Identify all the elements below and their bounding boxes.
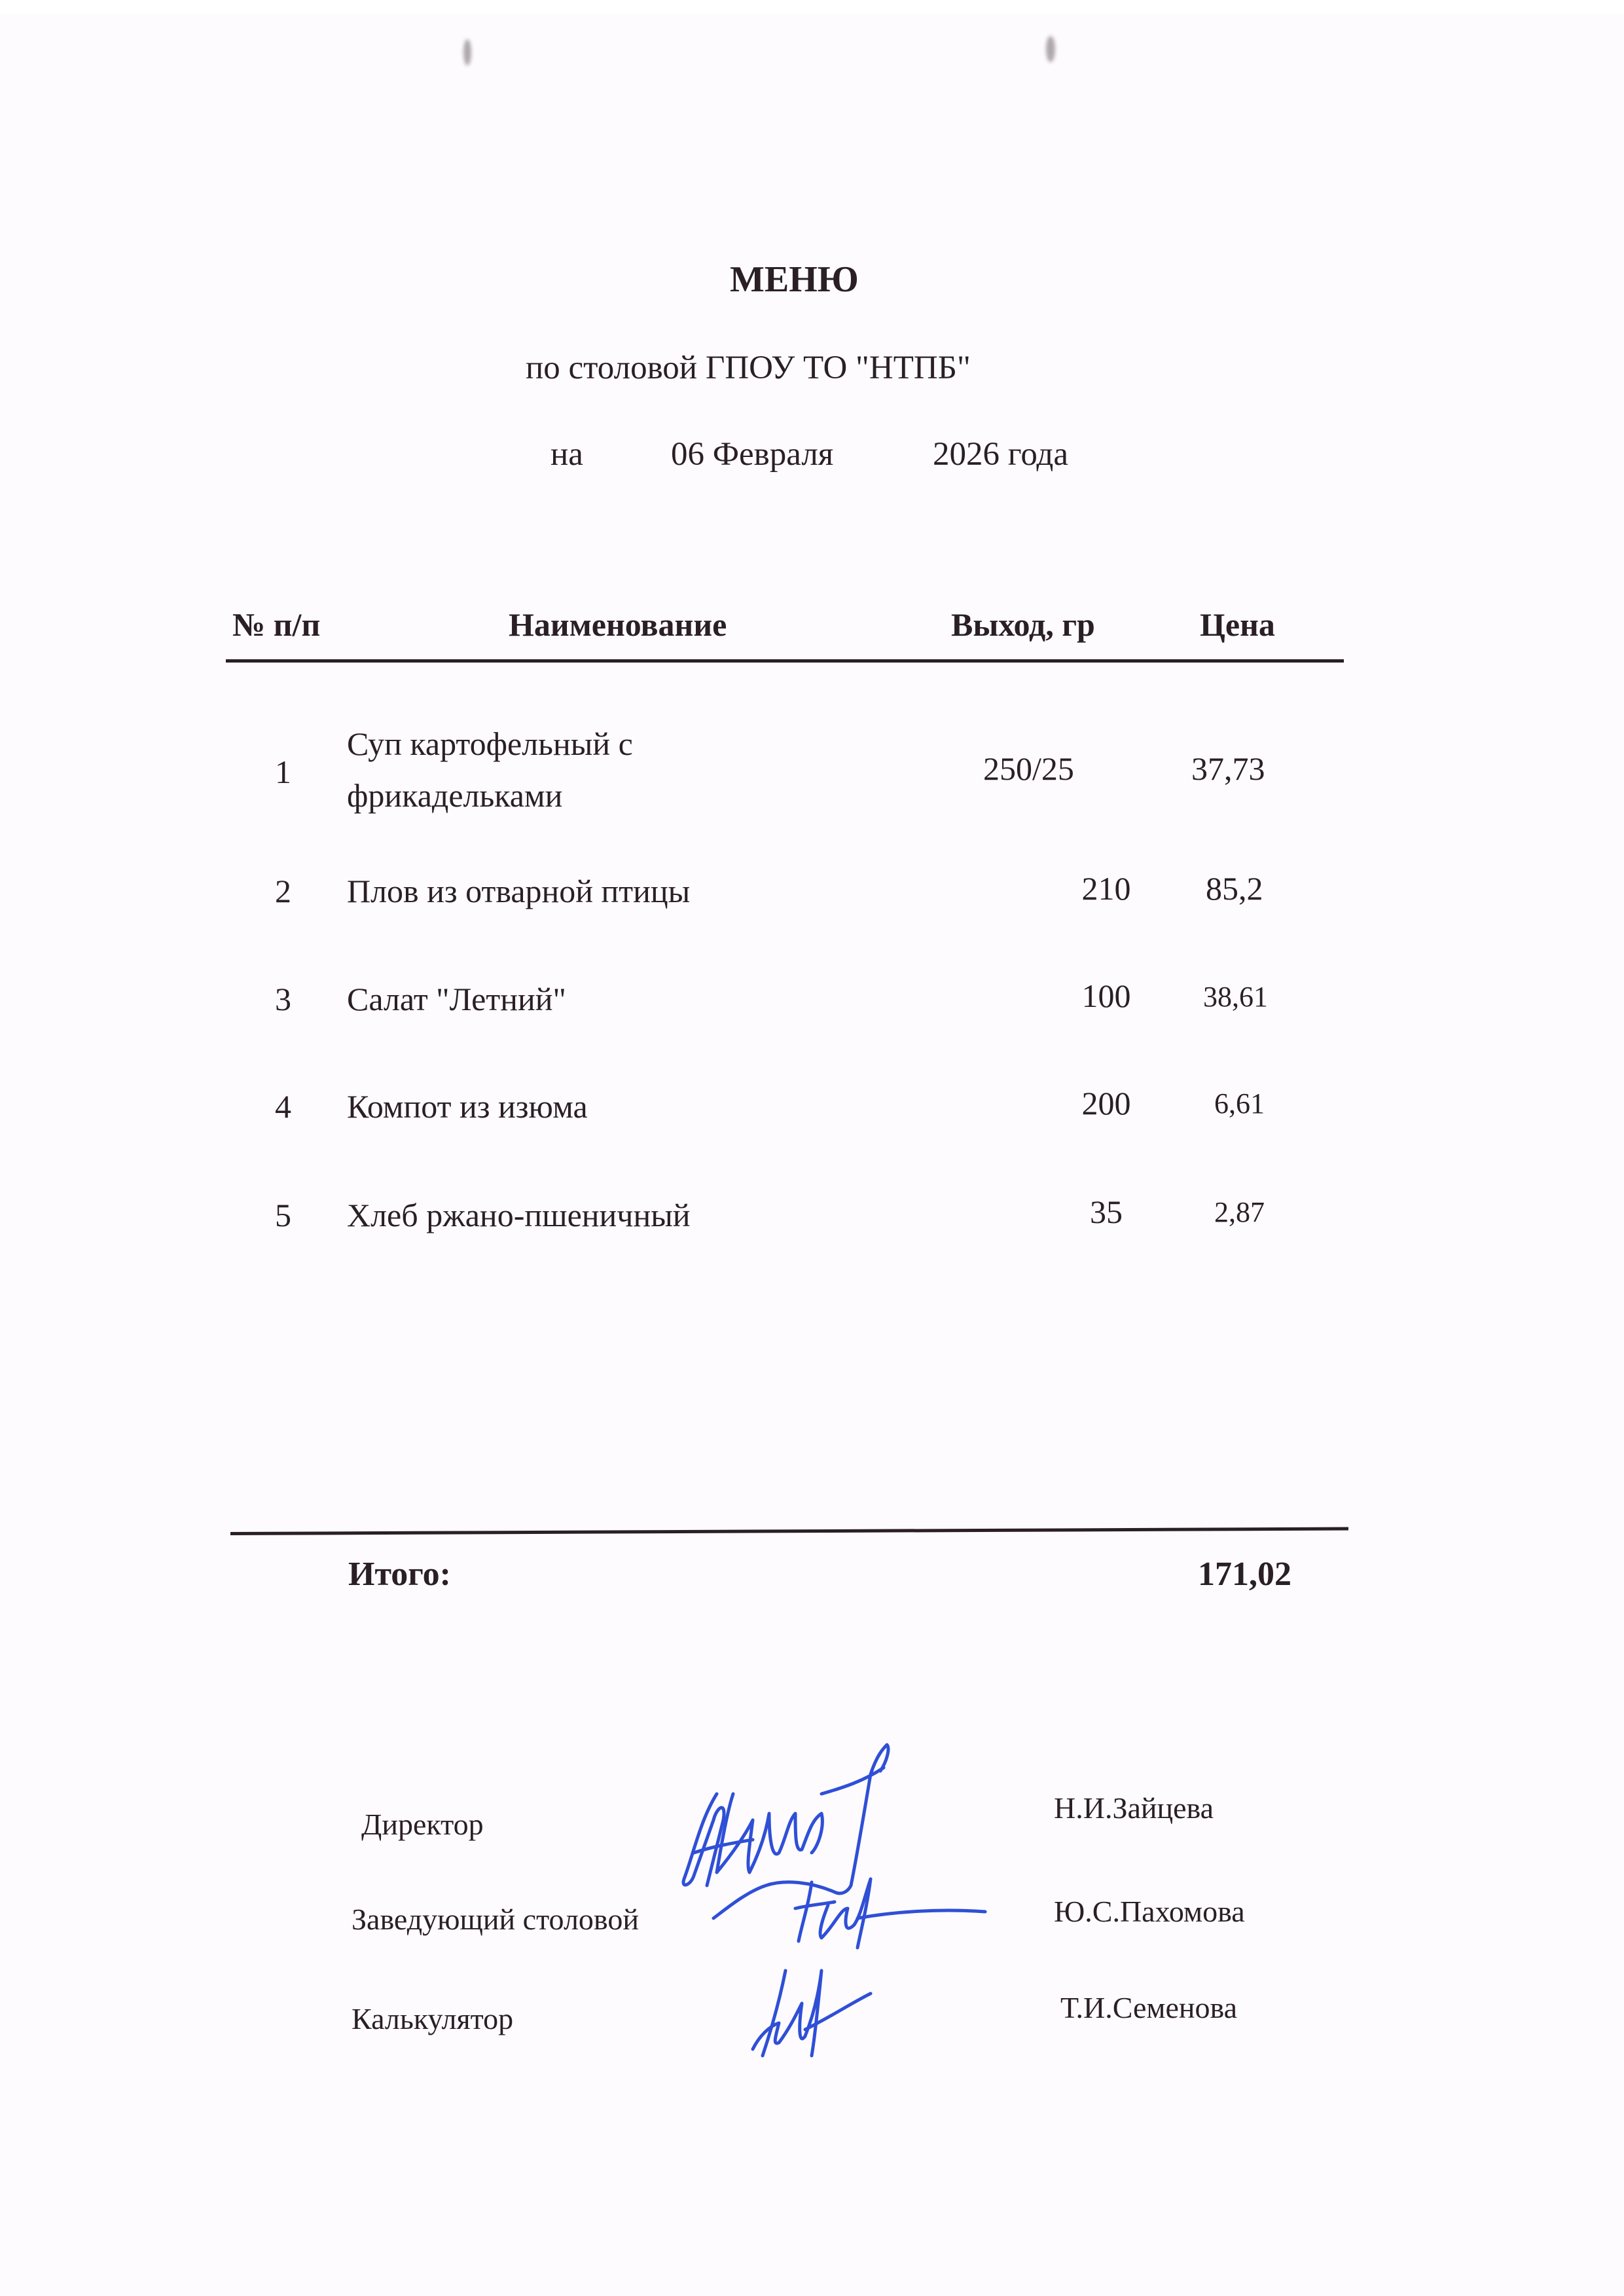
row-price: 38,61 (1203, 981, 1268, 1013)
document-subtitle: по столовой ГПОУ ТО "НТПБ" (526, 350, 971, 386)
total-label: Итого: (348, 1556, 451, 1593)
column-header-number: № п/п (232, 606, 321, 643)
total-value: 171,02 (1198, 1556, 1291, 1593)
scan-smudge (1046, 36, 1055, 62)
signatory-name: Ю.С.Пахомова (1054, 1895, 1245, 1928)
signatory-role: Калькулятор (352, 2002, 514, 2035)
row-yield: 250/25 (983, 750, 1074, 787)
row-number: 5 (275, 1197, 291, 1233)
row-price: 2,87 (1214, 1196, 1265, 1228)
row-yield: 200 (1081, 1085, 1131, 1121)
signatory-role: Директор (361, 1808, 484, 1841)
signatory-name: Н.И.Зайцева (1054, 1791, 1214, 1825)
total-divider (230, 1527, 1348, 1535)
scan-edge (0, 0, 1624, 14)
row-name: Компот из изюма (347, 1088, 588, 1125)
handwritten-signature-calculator (740, 1964, 884, 2062)
column-header-yield: Выход, гр (951, 606, 1095, 643)
row-name: Суп картофельный с (347, 725, 633, 762)
row-yield: 100 (1081, 977, 1131, 1014)
column-header-price: Цена (1200, 606, 1275, 643)
row-price: 37,73 (1191, 750, 1265, 787)
date-day-month: 06 Февраля (671, 436, 834, 473)
column-header-name: Наименование (509, 606, 727, 643)
row-number: 3 (275, 981, 291, 1017)
row-number: 2 (275, 873, 291, 909)
signatory-role: Заведующий столовой (352, 1903, 639, 1936)
document-title: МЕНЮ (730, 259, 859, 300)
row-name: Хлеб ржано-пшеничный (347, 1197, 691, 1233)
row-number: 1 (275, 754, 291, 790)
header-divider (226, 659, 1344, 663)
signatory-name: Т.И.Семенова (1060, 1991, 1238, 2024)
row-yield: 210 (1081, 870, 1131, 907)
row-name-continued: фрикадельками (347, 777, 563, 814)
date-year: 2026 года (933, 436, 1069, 473)
row-yield: 35 (1090, 1194, 1123, 1230)
scan-smudge (463, 39, 471, 65)
row-name: Салат "Летний" (347, 981, 566, 1017)
row-price: 6,61 (1214, 1087, 1265, 1120)
row-number: 4 (275, 1088, 291, 1125)
date-prefix: на (550, 436, 583, 473)
handwritten-signature-canteen-head (782, 1872, 992, 1951)
row-name: Плов из отварной птицы (347, 873, 691, 909)
row-price: 85,2 (1206, 870, 1263, 907)
